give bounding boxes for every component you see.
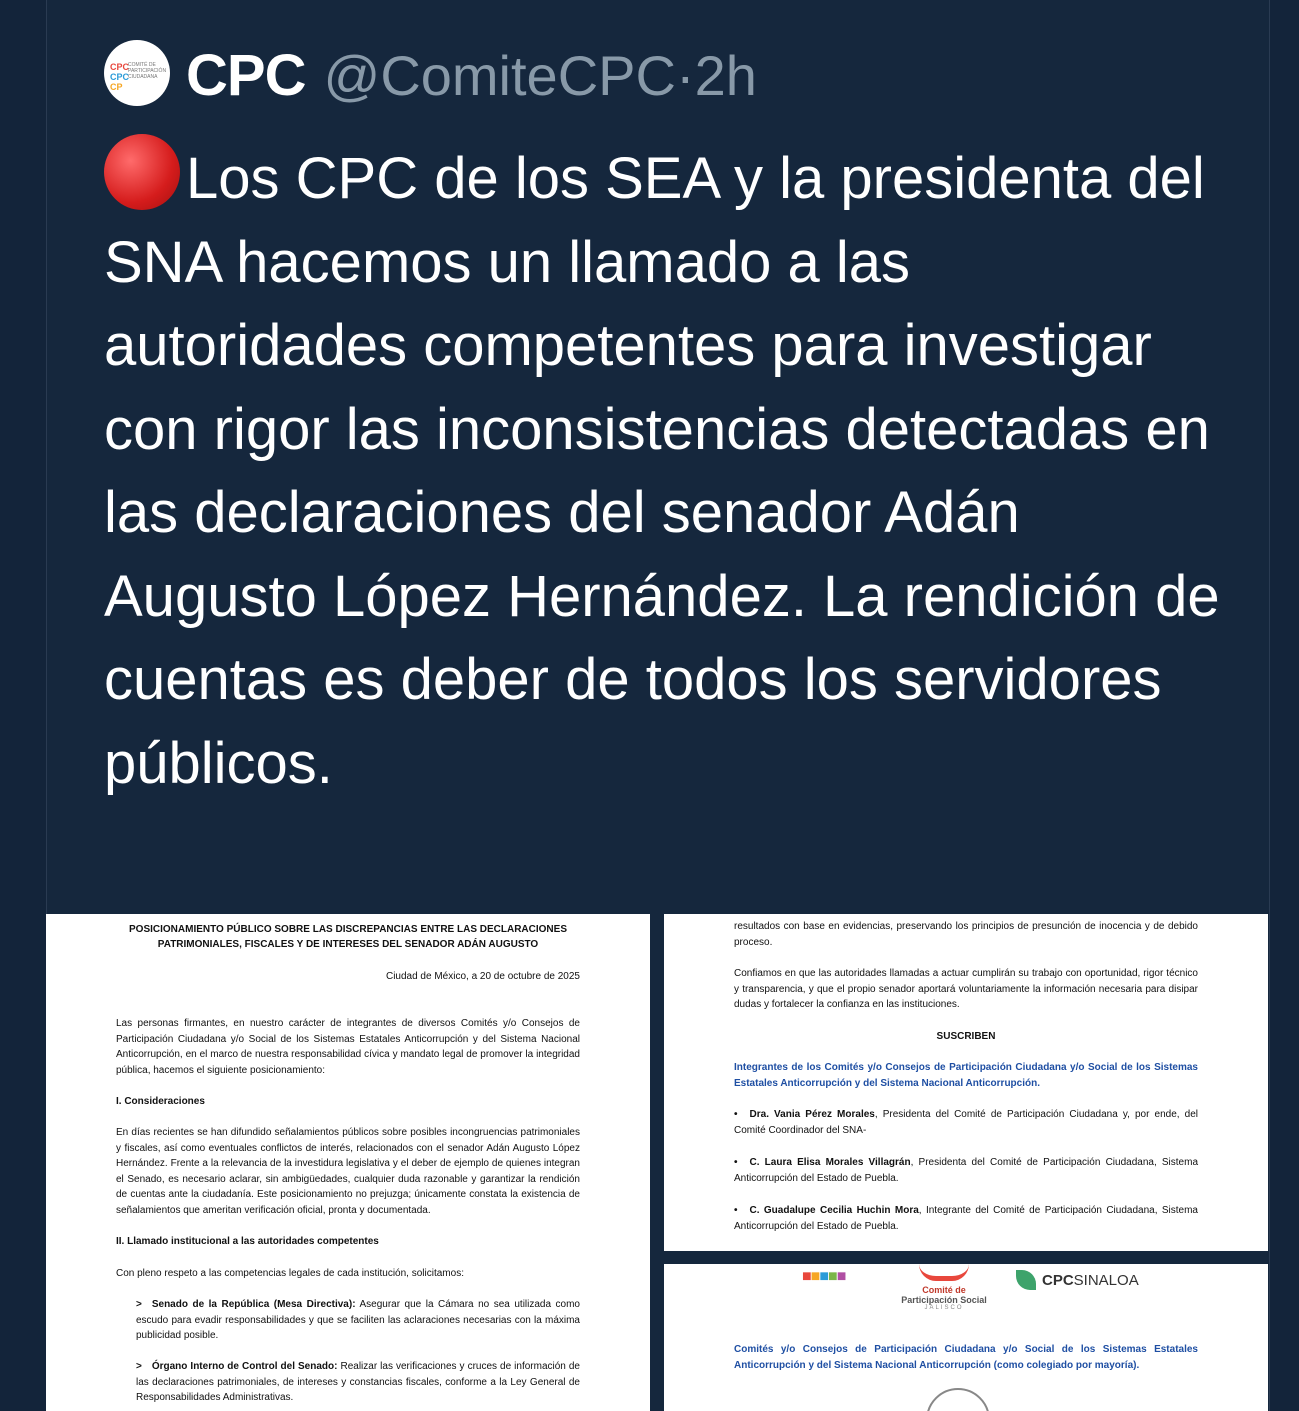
- leaf-icon: [1016, 1270, 1036, 1290]
- arrow-bullet-icon: >: [136, 1299, 142, 1310]
- doc-section-1-text: En días recientes se han difundido señalamientos públicos sobre posibles incongruencias patrimoniales y fiscales, así como eventuales conflictos de interés, relacionados con el senador Adán Augusto López Hernández. Frente a la relevancia de la investidura legislativa y el deber de ejemplo de quienes integran el Senado, es necesario aclarar, sin ambigüedades, cualquier duda razonable y garantizar la rendición de cuentas ante la ciudadanía. Este posicionamiento no prejuzga; únicamente constata la existencia de señalamientos que ameritan verificación oficial, pronta y documentada.: [116, 1127, 580, 1216]
- doc-title-line-2: PATRIMONIALES, FISCALES Y DE INTERESES DEL SENADOR ADÁN AUGUSTO: [157, 939, 539, 950]
- arc-logo-icon: [919, 1264, 969, 1281]
- attached-image-1[interactable]: [46, 914, 650, 1411]
- doc-list-item: > Senado de la República (Mesa Directiva): Asegurar que la Cámara no sea utilizada como escudo para evadir responsabilidades y que se faciliten las aclaraciones necesarias con la máxima publicidad posible.: [136, 1299, 580, 1341]
- jalisco-logo: Comité de Participación Social JALISCO: [894, 1264, 994, 1311]
- user-handle[interactable]: @ComiteCPC·2h: [323, 43, 757, 107]
- tweet-time[interactable]: 2h: [694, 43, 757, 107]
- cpc-sinaloa-logo: CPCSINALOA: [1016, 1270, 1139, 1290]
- doc-blue-text: Comités y/o Consejos de Participación Ciudadana y/o Social de los Sistemas Estatales Anticorrupción y del Sistema Nacional Anticorrupción (como colegiado por mayoría).: [734, 1344, 1198, 1371]
- doc-date: Ciudad de México, a 20 de octubre de 2025: [385, 971, 580, 982]
- red-circle-icon: [104, 134, 180, 210]
- attached-image-3[interactable]: [664, 1264, 1268, 1411]
- doc-paragraph: Confiamos en que las autoridades llamadas a actuar cumplirán su trabajo con oportunidad, rigor técnico y transparencia, y que el propio senador aportará voluntariamente la información necesaria para disipar dudas y fortalecer la confianza en las instituciones.: [734, 968, 1198, 1010]
- doc-blue-heading: Integrantes de los Comités y/o Consejos de Participación Ciudadana y/o Social de los Sistemas Estatales Anticorrupción y del Sistema Nacional Anticorrupción.: [734, 1062, 1198, 1089]
- avatar-logo-text: COMITÉ DE PARTICIPACIÓN CIUDADANA: [128, 62, 167, 80]
- attached-image-2[interactable]: [664, 914, 1268, 1251]
- doc-signer: • C. Laura Elisa Morales Villagrán, Presidenta del Comité de Participación Ciudadana, Sistema Anticorrupción del Estado de Puebla.: [734, 1157, 1199, 1184]
- colorful-logo-icon: ■■■■■: [802, 1268, 846, 1285]
- doc-suscriben: SUSCRIBEN: [936, 1031, 996, 1042]
- tweet-header: [186, 40, 757, 110]
- doc-signer: • Dra. Vania Pérez Morales, Presidenta del Comité de Participación Ciudadana y, por ende, del Comité Coordinador del SNA-: [734, 1109, 1198, 1136]
- seal-icon: [926, 1388, 990, 1411]
- tweet-body: [104, 134, 1224, 805]
- doc-top-text: resultados con base en evidencias, preservando los principios de presunción de inocencia y de debido proceso.: [734, 921, 1198, 948]
- doc-section-2-heading: II. Llamado institucional a las autoridades competentes: [116, 1236, 379, 1247]
- arrow-bullet-icon: >: [136, 1361, 142, 1372]
- bullet-icon: •: [734, 1205, 738, 1216]
- tweet-text: Los CPC de los SEA y la presidenta del SNA hacemos un llamado a las autoridades competentes para investigar con rigor las inconsistencias detectadas en las declaraciones del senador Adán Augusto López Hernández. La rendición de cuentas es deber de todos los servidores públicos.: [104, 146, 1220, 796]
- doc-list-item: > Órgano Interno de Control del Senado: Realizar las verificaciones y cruces de información de las declaraciones patrimoniales, de intereses y constancias fiscales, conforme a la Ley General de Responsabilidades Administrativas.: [136, 1361, 580, 1403]
- doc-section-1-heading: I. Consideraciones: [116, 1096, 205, 1107]
- display-name[interactable]: CPC: [186, 42, 306, 108]
- doc-intro: Las personas firmantes, en nuestro carácter de integrantes de diversos Comités y/o Consejos de Participación Ciudadana y/o Social de los Sistemas Estatales Anticorrupción y del Sistema Nacional Anticorrupción, en el marco de nuestra responsabilidad cívica y mandato legal de promover la integridad pública, hacemos el siguiente posicionamiento:: [116, 1018, 580, 1076]
- bullet-icon: •: [734, 1109, 738, 1120]
- doc-title-line-1: POSICIONAMIENTO PÚBLICO SOBRE LAS DISCREPANCIAS ENTRE LAS DECLARACIONES: [129, 924, 567, 935]
- bullet-icon: •: [734, 1157, 738, 1168]
- avatar[interactable]: [104, 40, 170, 106]
- cpc-logo-icon: CPC CPC CP: [110, 62, 130, 92]
- logos-row: [664, 1264, 1268, 1324]
- doc-signer: • C. Guadalupe Cecilia Huchin Mora, Integrante del Comité de Participación Ciudadana, Sistema Anticorrupción del Estado de Puebla.: [734, 1205, 1198, 1232]
- doc-section-2-intro: Con pleno respeto a las competencias legales de cada institución, solicitamos:: [116, 1268, 464, 1279]
